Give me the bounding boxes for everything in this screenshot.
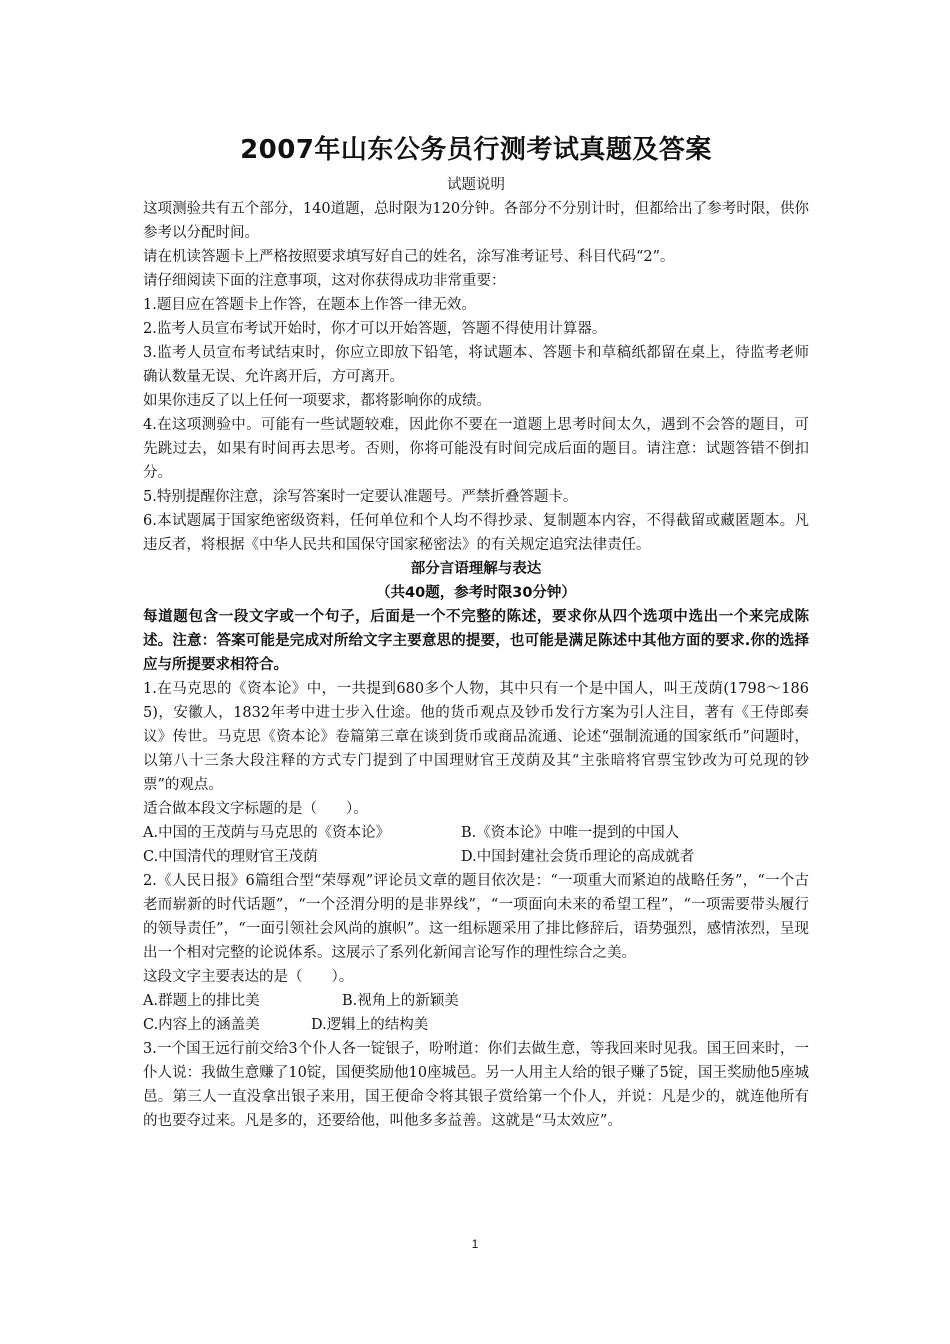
page-number: 1 (471, 1237, 479, 1251)
section-subheading: （共40题，参考时限30分钟） (376, 585, 576, 601)
options-row (143, 989, 809, 1013)
instruction-paragraph: 这项测验共有五个部分，140道题，总时限为120分钟。各部分不分别计时，但都给出了参考时限，供你参考以分配时间。 (143, 201, 809, 241)
instruction-paragraph: 请在机读答题卡上严格按照要求填写好自己的姓名，涂写准考证号、科目代码“2”。 (143, 249, 675, 265)
question-text: 3.一个国王远行前交给3个仆人各一锭银子，吩咐道：你们去做生意，等我回来时见我。国王回来时，一仆人说：我做生意赚了10锭，国便奖励他10座城邑。另一人用主人给的银子赚了5锭，国王奖励他5座城邑。第三人一直没拿出银子来用，国王便命令将其银子赏给第一个仆人，并说：凡是少的，就连他所有的也要夺过来。凡是多的，还要给他，叫他多多益善。这就是“马太效应”。 (143, 1041, 809, 1129)
options-row (143, 1013, 809, 1037)
option-a: A.群题上的排比美 (143, 993, 260, 1009)
section-heading: 部分言语理解与表达 (410, 561, 542, 577)
question-prompt: 这段文字主要表达的是（ ）。 (143, 969, 354, 985)
document-title: 2007年山东公务员行测考试真题及答案 (240, 135, 712, 165)
page-content (143, 133, 809, 1133)
instruction-paragraph: 请仔细阅读下面的注意事项，这对你获得成功非常重要： (143, 273, 506, 289)
option-b: B.视角上的新颖美 (342, 993, 459, 1009)
instruction-paragraph: 3.监考人员宣布考试结束时，你应立即放下铅笔，将试题本、答题卡和草稿纸都留在桌上，待监考老师确认数量无误、允许离开后，方可离开。 (143, 345, 809, 385)
option-d: D.逻辑上的结构美 (311, 1017, 429, 1033)
options-row (143, 845, 809, 869)
instruction-paragraph: 如果你违反了以上任何一项要求，都将影响你的成绩。 (143, 393, 491, 409)
question-prompt: 适合做本段文字标题的是（ ）。 (143, 801, 368, 817)
option-c: C.内容上的涵盖美 (143, 1017, 260, 1033)
instructions-block (143, 197, 809, 557)
question-text: 1.在马克思的《资本论》中，一共提到680多个人物，其中只有一个是中国人，叫王茂荫(1798～1865)，安徽人，1832年考中进士步入仕途。他的货币观点及钞币发行方案为引人注目，著有《王侍郎奏议》传世。马克思《资本论》卷篇第三章在谈到货币或商品流通、论述“强制流通的国家纸币”问题时，以第八十三条大段注释的方式专门提到了中国理财官王茂荫及其“主张暗将官票宝钞改为可兑现的钞票”的观点。 (143, 681, 809, 793)
question-1 (143, 677, 809, 869)
instruction-paragraph: 4.在这项测验中。可能有一些试题较难，因此你不要在一道题上思考时间太久，遇到不会答的题目，可先跳过去，如果有时间再去思考。否则，你将可能没有时间完成后面的题目。请注意：试题答错不倒扣分。 (143, 417, 809, 481)
question-2 (143, 869, 809, 1037)
option-c: C.中国清代的理财官王茂荫 (143, 849, 318, 865)
instruction-paragraph: 6.本试题属于国家绝密级资料，任何单位和个人均不得抄录、复制题本内容，不得截留或藏匿题本。凡违反者，将根据《中华人民共和国保守国家秘密法》的有关规定追究法律责任。 (143, 513, 809, 553)
option-d: D.中国封建社会货币理论的高成就者 (461, 849, 695, 865)
option-b: B.《资本论》中唯一提到的中国人 (461, 825, 680, 841)
options-row (143, 821, 809, 845)
option-a: A.中国的王茂荫与马克思的《资本论》 (143, 825, 391, 841)
instruction-paragraph: 2.监考人员宣布考试开始时，你才可以开始答题，答题不得使用计算器。 (143, 321, 607, 337)
question-3 (143, 1037, 809, 1133)
question-text: 2.《人民日报》6篇组合型“荣辱观”评论员文章的题目依次是：“一项重大而紧迫的战略任务”，“一个古老而崭新的时代话题”，“一个泾渭分明的是非界线”，“一项面向未来的希望工程”，“一项需要带头履行的领导责任”，“一面引领社会风尚的旗帜”。这一组标题采用了排比修辞后，语势强烈，感情浓烈，呈现出一个相对完整的论说体系。这展示了系列化新闻言论写作的理性综合之美。 (143, 873, 809, 961)
instruction-paragraph: 1.题目应在答题卡上作答，在题本上作答一律无效。 (143, 297, 476, 313)
instructions-heading: 试题说明 (447, 177, 505, 193)
instruction-paragraph: 5.特别提醒你注意，涂写答案时一定要认准题号。严禁折叠答题卡。 (143, 489, 578, 505)
section-directions: 每道题包含一段文字或一个句子，后面是一个不完整的陈述，要求你从四个选项中选出一个来完成陈述。注意：答案可能是完成对所给文字主要意思的提要，也可能是满足陈述中其他方面的要求.你的选择应与所提要求相符合。 (143, 609, 809, 673)
